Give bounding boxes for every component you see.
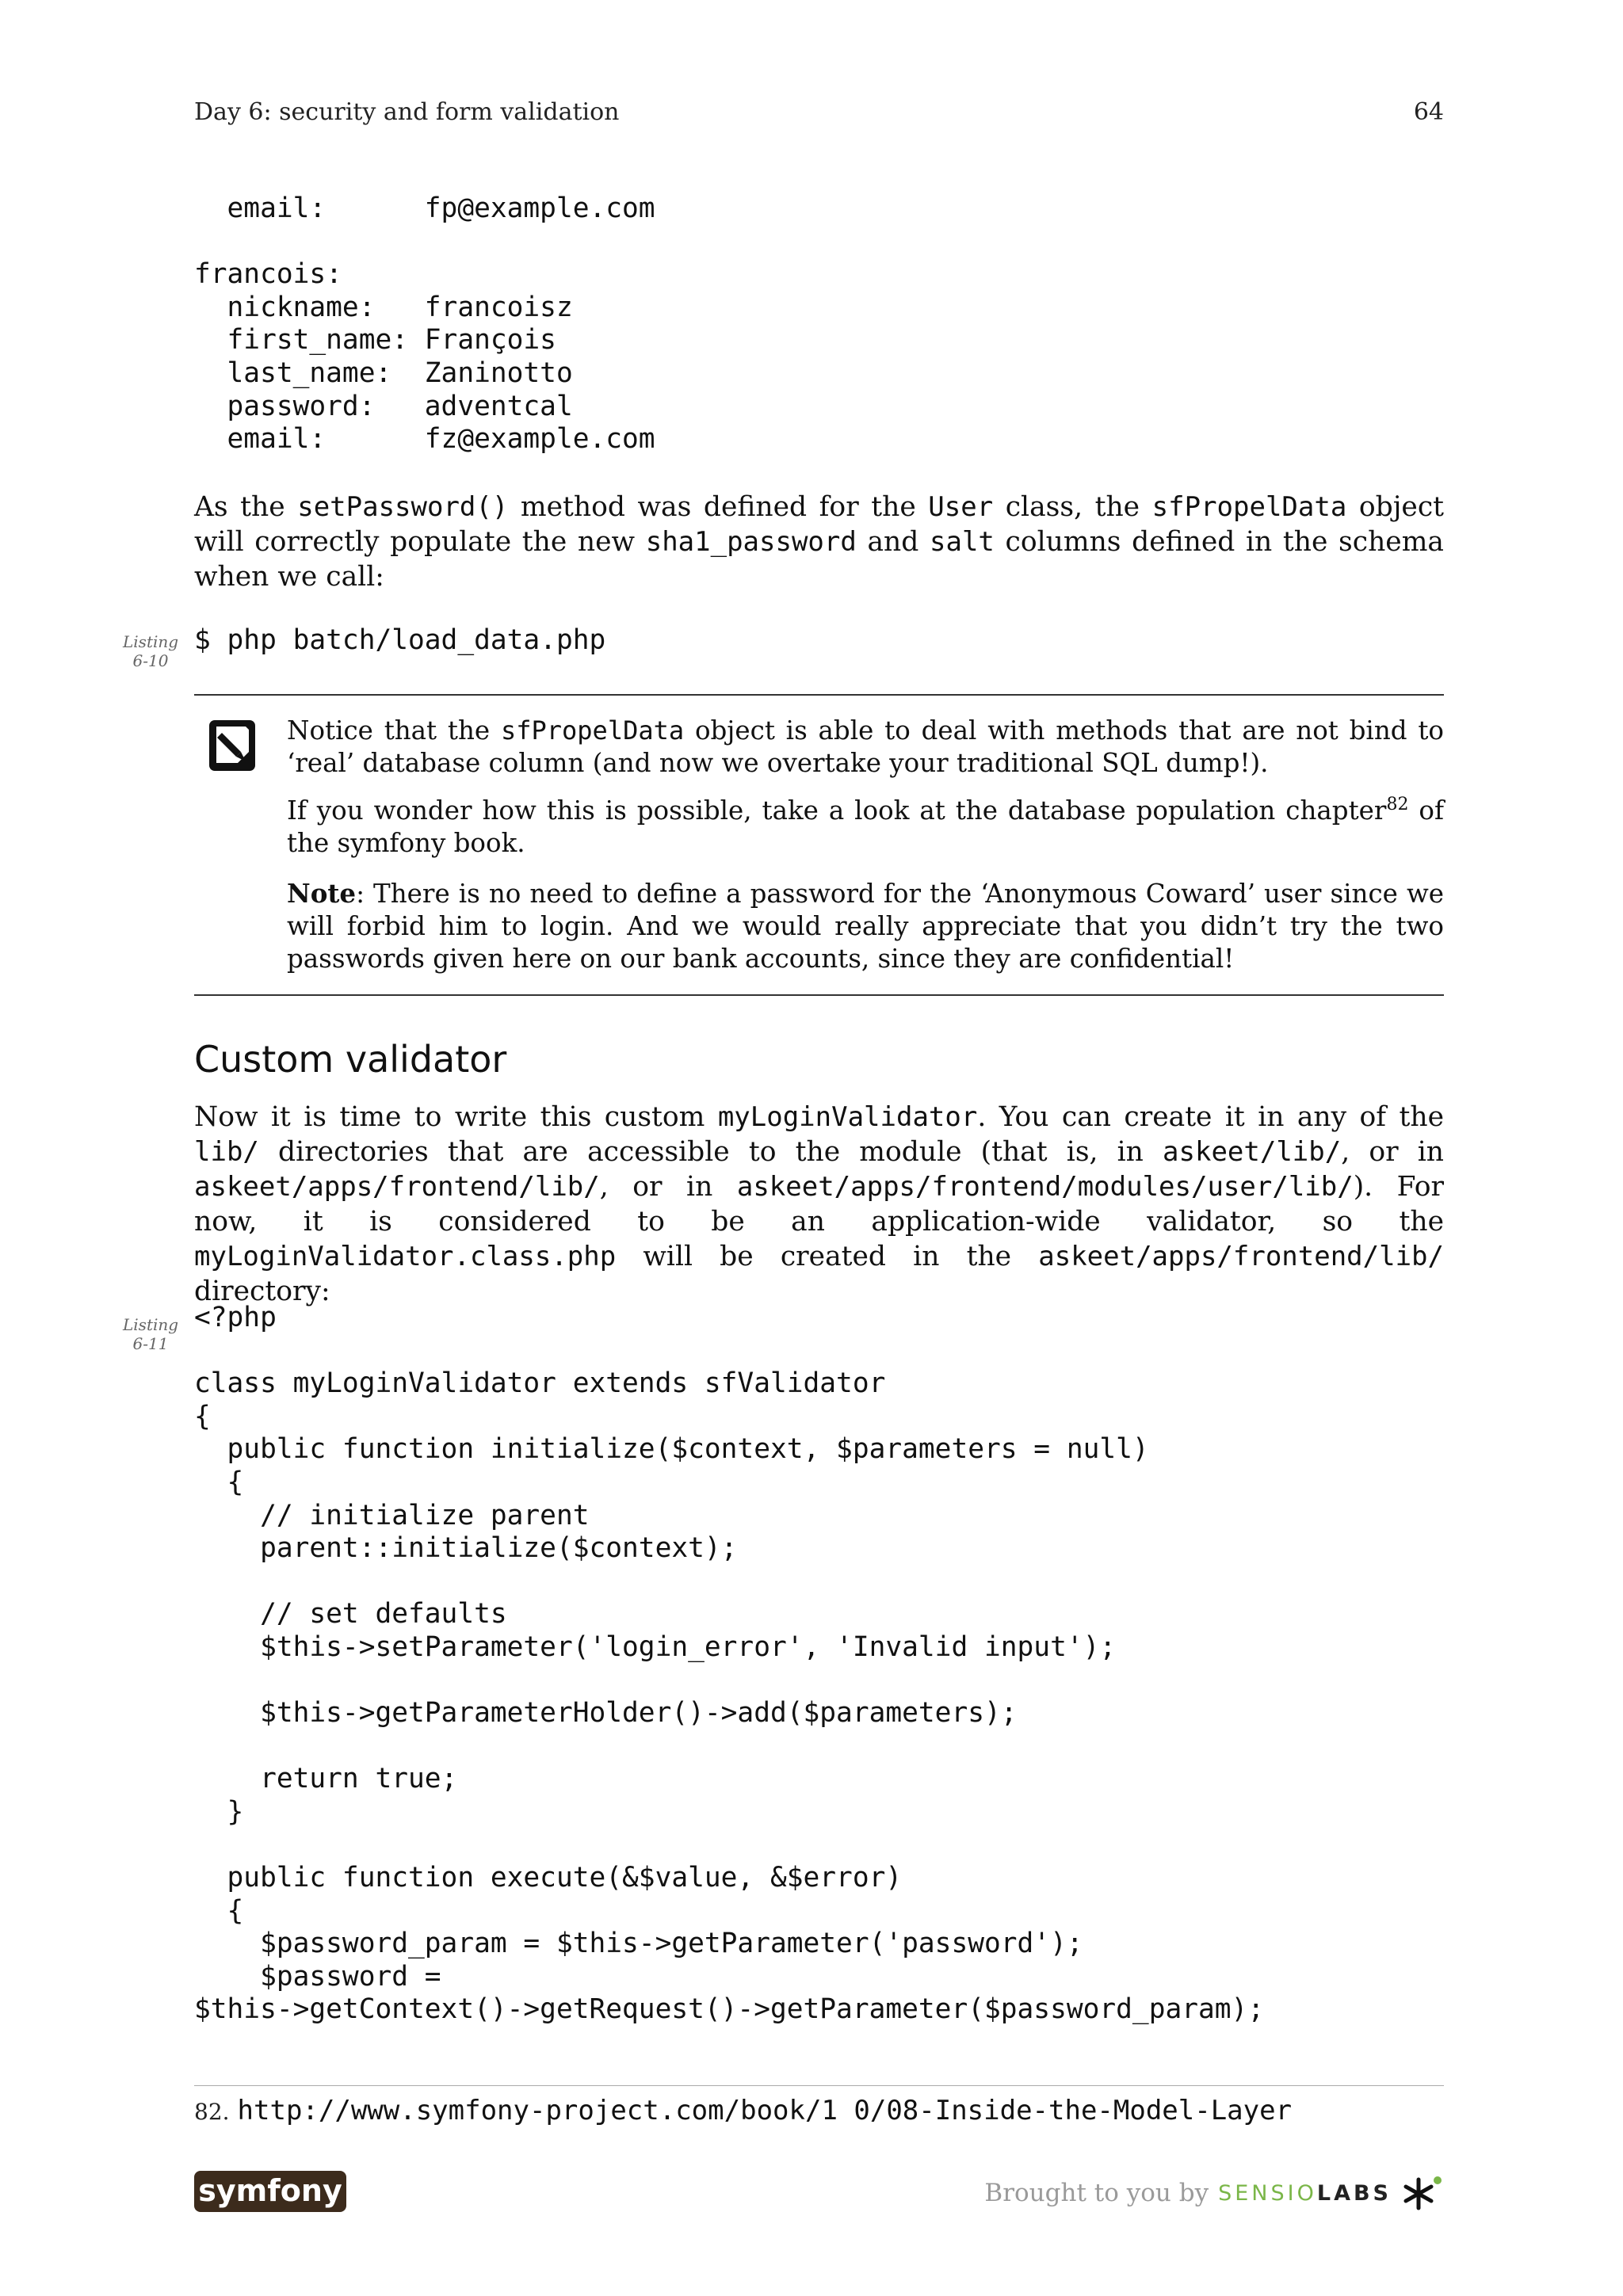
note-top-rule [194, 694, 1444, 696]
footnote-rule [194, 2085, 1444, 2086]
listing-label-6-11: Listing 6-11 [123, 1315, 179, 1353]
paragraph-set-password: As the setPassword() method was defined for the User class, the sfPropelData object will correctly populate the new sha1_password and salt columns defined in the schema when we call: [194, 491, 1445, 593]
note-paragraph-2: If you wonder how this is possible, take a look at the database population chapter$^{82}$ of the symfony book. [287, 795, 1444, 858]
inline-code: lib/ [194, 1136, 259, 1168]
brand-sensio: SENSIO [1218, 2180, 1317, 2206]
sensio-labs-mark-icon [1401, 2173, 1444, 2213]
note-pencil-icon [206, 717, 262, 776]
brand-labs: LABS [1316, 2180, 1392, 2206]
inline-code: setPassword() [297, 491, 509, 523]
footnote-number: 82. [194, 2099, 230, 2125]
inline-code: User [928, 491, 994, 523]
note-paragraph-1: Notice that the sfPropelData object is able to deal with methods that are not bind to ‘real’ database column (and now we overtake your traditional SQL dump!). [287, 715, 1444, 778]
note-bottom-rule [194, 994, 1444, 996]
inline-code: askeet/apps/frontend/lib/ [1038, 1241, 1444, 1272]
brought-to-you-by [984, 2175, 1444, 2211]
section-heading: Custom validator [194, 1038, 507, 1081]
code-block-listing-6-10: $ php batch/load_data.php [194, 624, 606, 656]
inline-code: sfPropelData [1151, 491, 1347, 523]
inline-code: myLoginValidator.class.php [194, 1241, 617, 1272]
brought-by-text: Brought to you by [984, 2179, 1209, 2207]
footnote [194, 2093, 1292, 2130]
inline-code: sha1_password [645, 526, 857, 558]
symfony-logo: symfony [194, 2171, 346, 2212]
inline-code: askeet/lib/ [1163, 1136, 1342, 1168]
inline-code: askeet/apps/frontend/modules/user/lib/ [736, 1171, 1354, 1203]
footnote-reference[interactable]: 82 [1386, 795, 1409, 815]
paragraph-custom-validator: Now it is time to write this custom myLoginValidator. You can create it in any of the lib/ directories that are accessible to the module (that is, in askeet/lib/, or in askeet/apps/frontend/lib/, or in askeet/apps/frontend/modules/user/lib/). For now, it is considered to be an application-wide validator, so the myLoginValidator.class.php will be created in the askeet/apps/frontend/lib/ directory: [194, 1101, 1444, 1307]
code-block-fixtures: email: fp@example.com francois: nickname: francoisz first_name: François last_name: Zaninotto password: adventcal email: fz@example.com [194, 193, 655, 456]
listing-label-6-10: Listing 6-10 [123, 632, 179, 670]
inline-code: sfPropelData [500, 715, 685, 746]
inline-code: salt [930, 526, 995, 558]
running-header-title: Day 6: security and form validation [194, 98, 620, 126]
inline-code: myLoginValidator [717, 1101, 978, 1133]
footnote-link[interactable]: http://www.symfony-project.com/book/1 0/08-Inside-the-Model-Layer [237, 2095, 1293, 2126]
page-number: 64 [1413, 98, 1444, 126]
note-paragraph-3: Note: There is no need to define a password for the ‘Anonymous Coward’ user since we will forbid him to login. And we would really appreciate that you didn’t try the two passwords given here on our bank accounts, since they are confidential! [287, 878, 1444, 974]
code-block-listing-6-11: <?php class myLoginValidator extends sfValidator { public function initialize($context, $parameters = null) { // initialize parent parent::initialize($context); // set defaults $this->setParameter('login_error', 'Invalid input'); $this->getParameterHolder()->add($parameters); return true; } public function execute(&$value, &$error) { $password_param = $this->getParameter('password'); $password = $this->getContext()->getRequest()->getParameter($password_param); [194, 1302, 1265, 2026]
inline-code: askeet/apps/frontend/lib/ [194, 1171, 600, 1203]
